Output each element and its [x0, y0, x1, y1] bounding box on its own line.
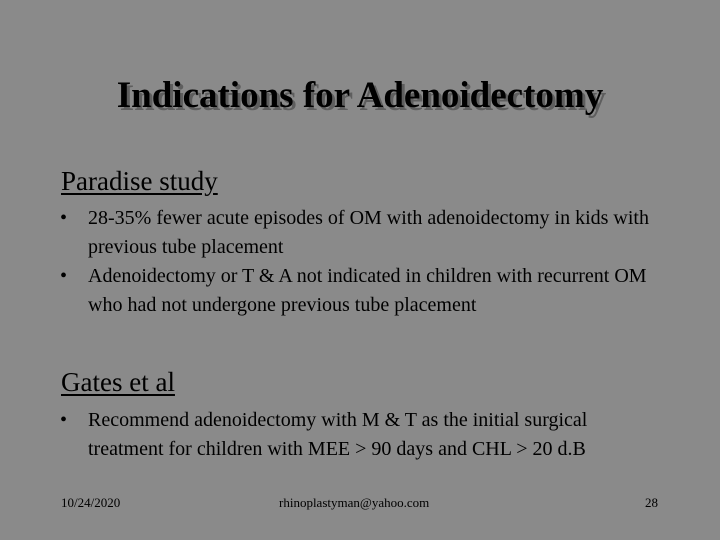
- bullet-text: Recommend adenoidectomy with M & T as the initial surgical treatment for children with MEE > 90 days and CHL > 20 d.B: [88, 409, 588, 460]
- section-heading-gates-et-al: Gates et al: [61, 367, 175, 397]
- bullet-dot-icon: •: [60, 207, 68, 229]
- bullet-item: [60, 204, 660, 262]
- bullet-dot-icon: •: [60, 409, 68, 431]
- bullet-text: Adenoidectomy or T & A not indicated in children with recurrent OM who had not undergone previous tube placement: [88, 265, 647, 316]
- bullet-item: [60, 262, 660, 320]
- bullet-dot-icon: •: [60, 265, 68, 287]
- bullet-list-paradise-study: [60, 204, 660, 320]
- footer-page-number: 28: [645, 495, 658, 510]
- bullet-list-gates-et-al: [60, 406, 660, 464]
- footer-email: rhinoplastyman@yahoo.com: [279, 495, 430, 510]
- bullet-item: [60, 406, 660, 464]
- section-heading-paradise-study: Paradise study: [61, 166, 218, 196]
- slide-title: Indications for Adenoidectomy: [116, 75, 604, 116]
- bullet-text: 28-35% fewer acute episodes of OM with adenoidectomy in kids with previous tube placement: [88, 207, 649, 258]
- footer-date: 10/24/2020: [61, 495, 121, 510]
